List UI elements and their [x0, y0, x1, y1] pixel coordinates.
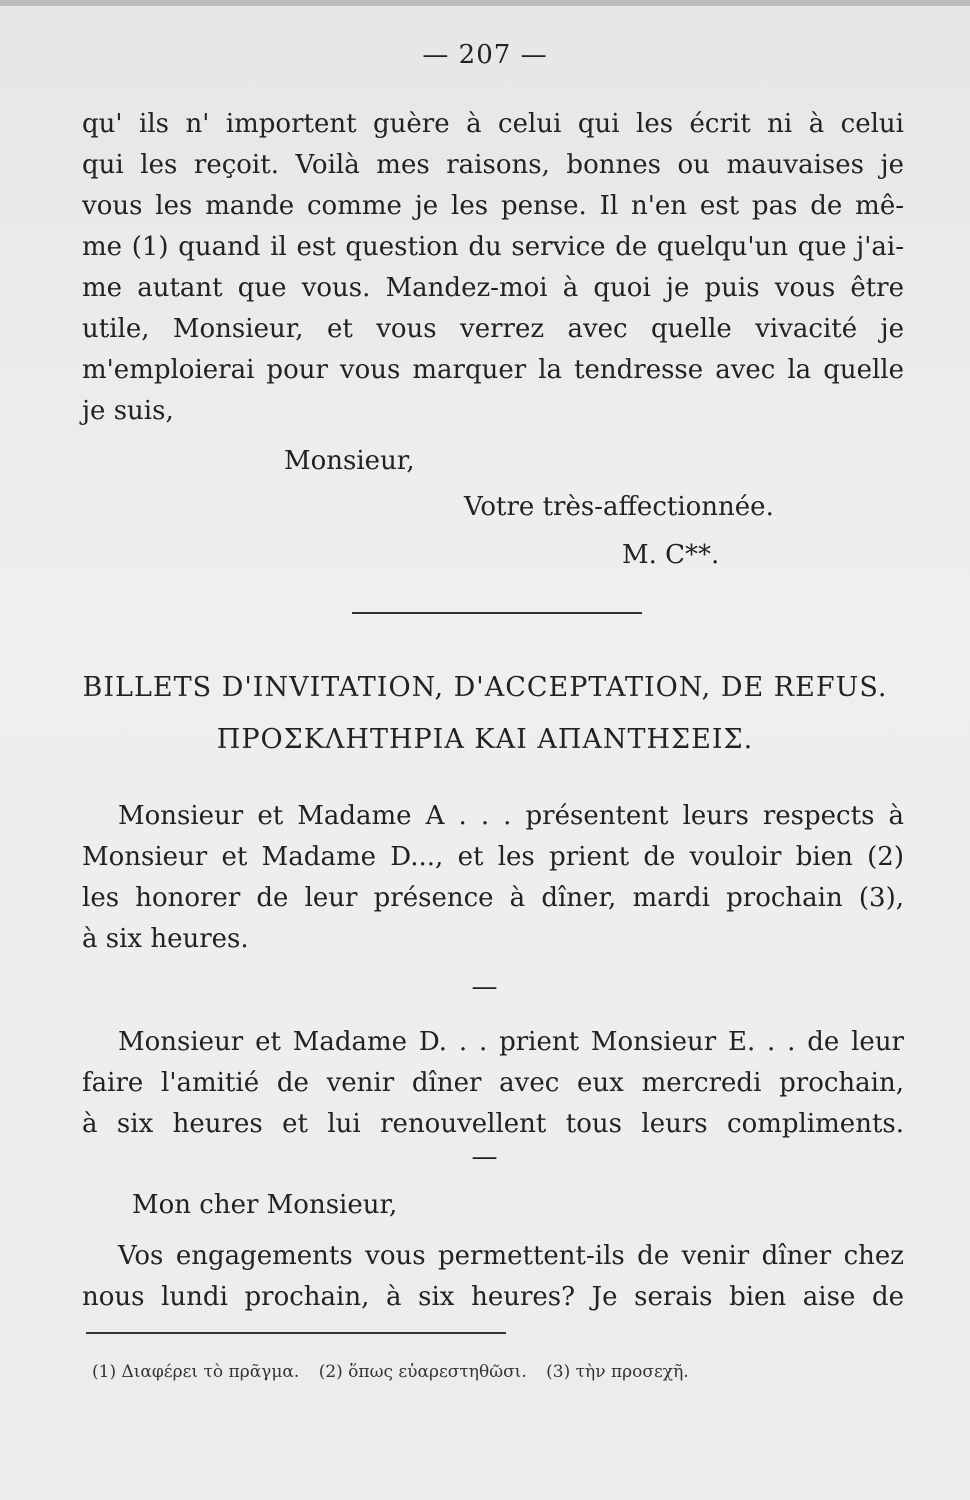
invitation-paragraph-2: [82, 1022, 904, 1145]
letter-salutation: Monsieur,: [284, 446, 415, 476]
text-line: Vos engagements vous permettent-ils de venir dîner chez: [118, 1241, 904, 1271]
text-line: à six heures.: [82, 924, 249, 954]
section-heading-french: BILLETS D'INVITATION, D'ACCEPTATION, DE REFUS.: [82, 672, 888, 703]
text-line: utile, Monsieur, et vous verrez avec quelle vivacité je: [82, 314, 904, 344]
letter-body: [82, 104, 904, 432]
text-line: qu' ils n' importent guère à celui qui les écrit ni à celui: [82, 109, 904, 139]
section-divider: [352, 612, 642, 614]
footnote-3: (3) τὴν προσεχῆ.: [546, 1362, 689, 1382]
text-line: Monsieur et Madame A . . . présentent leurs respects à: [118, 801, 904, 831]
text-line: me autant que vous. Mandez-moi à quoi je puis vous être: [82, 273, 904, 303]
page-top-edge: [0, 0, 970, 6]
invitation-paragraph-3: [82, 1236, 904, 1318]
paragraph-separator: —: [471, 1142, 499, 1172]
paragraph-separator: —: [471, 972, 499, 1002]
section-heading-greek: ΠΡΟΣΚΛΗΤΗΡΙΑ ΚΑΙ ΑΠΑΝΤΗΣΕΙΣ.: [216, 724, 754, 755]
text-line: vous les mande comme je les pense. Il n'en est pas de mê-: [82, 191, 904, 221]
text-line: me (1) quand il est question du service de quelqu'un que j'ai-: [82, 232, 904, 262]
text-line: à six heures et lui renouvellent tous leurs compliments.: [82, 1109, 904, 1139]
letter-signature: M. C**.: [622, 540, 720, 570]
page-number: — 207 —: [422, 40, 548, 70]
footnotes: [92, 1362, 703, 1382]
text-line: les honorer de leur présence à dîner, mardi prochain (3),: [82, 883, 904, 913]
invitation-paragraph-1: [82, 796, 904, 960]
text-line: je suis,: [82, 396, 174, 426]
text-line: Monsieur et Madame D..., et les prient de vouloir bien (2): [82, 842, 904, 872]
footnote-1: (1) Διαφέρει τὸ πρᾶγμα.: [92, 1362, 300, 1382]
invitation-salutation: Mon cher Monsieur,: [132, 1190, 398, 1220]
text-line: Monsieur et Madame D. . . prient Monsieur E. . . de leur: [118, 1027, 904, 1057]
footnote-rule: [86, 1332, 506, 1334]
letter-valediction: Votre très-affectionnée.: [464, 492, 774, 522]
text-line: qui les reçoit. Voilà mes raisons, bonnes ou mauvaises je: [82, 150, 904, 180]
text-line: m'emploierai pour vous marquer la tendresse avec la quelle: [82, 355, 904, 385]
text-line: nous lundi prochain, à six heures? Je serais bien aise de: [82, 1282, 904, 1312]
footnote-2: (2) ὅπως εὐαρεστηθῶσι.: [318, 1362, 527, 1382]
text-line: faire l'amitié de venir dîner avec eux mercredi prochain,: [82, 1068, 904, 1098]
